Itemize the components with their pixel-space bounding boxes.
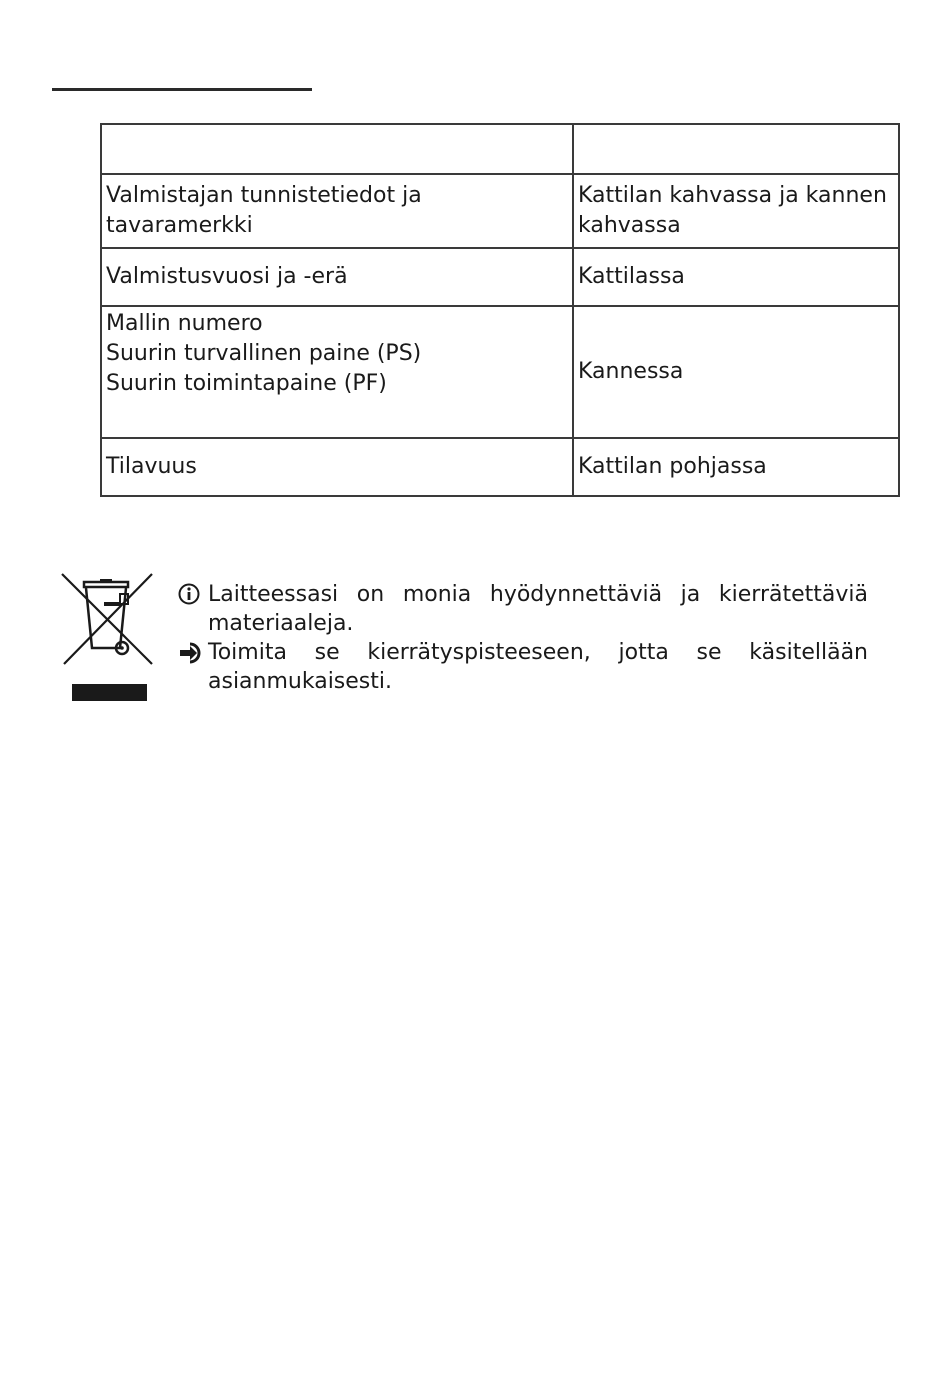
table-cell-item: [101, 248, 573, 306]
table-row: [101, 174, 899, 248]
table-cell-location: [573, 174, 899, 248]
table-header-row: [101, 124, 899, 174]
cell-text: Kattilassa: [578, 264, 685, 289]
cell-text: Suurin turvallinen paine (PS): [106, 341, 422, 366]
note-text: asianmukaisesti.: [208, 669, 392, 694]
cell-text: Kattilan kahvassa ja kannen: [578, 183, 887, 208]
cell-text: Tilavuus: [106, 454, 197, 479]
cell-text: Valmistajan tunnistetiedot ja tavaramerkki: [106, 183, 422, 238]
table-row: [101, 306, 899, 438]
table-row: [101, 248, 899, 306]
note-text: materiaaleja.: [208, 611, 354, 636]
section-title-rule: [52, 88, 312, 91]
table-cell-location: [573, 306, 899, 438]
markings-table: [100, 123, 900, 497]
table-cell-item: [101, 174, 573, 248]
cell-text: Kannessa: [578, 359, 684, 384]
table-cell-location: [573, 248, 899, 306]
recycling-note: [178, 638, 868, 696]
header-cell-item: [101, 124, 573, 174]
cell-text: kahvassa: [578, 213, 681, 238]
table-cell-item: [101, 438, 573, 496]
arrow-right-circle-icon: [178, 641, 202, 665]
recycling-note: [178, 580, 868, 638]
cell-text: Mallin numero: [106, 311, 263, 336]
table-cell-item: [101, 306, 573, 438]
cell-text: Kattilan pohjassa: [578, 454, 767, 479]
cell-text: Valmistusvuosi ja -erä: [106, 264, 348, 289]
recycling-notes: [178, 580, 868, 696]
table-cell-location: [573, 438, 899, 496]
note-text: Laitteessasi on monia hyödynnettäviä ja kierrätettäviä: [208, 582, 868, 607]
info-circle-icon: [178, 583, 202, 607]
table-row: [101, 438, 899, 496]
crossed-out-wheelie-bin-icon: [58, 570, 158, 710]
note-text: Toimita se kierrätyspisteeseen, jotta se käsitellään: [208, 640, 868, 665]
header-cell-location: [573, 124, 899, 174]
cell-text: Suurin toimintapaine (PF): [106, 371, 387, 396]
